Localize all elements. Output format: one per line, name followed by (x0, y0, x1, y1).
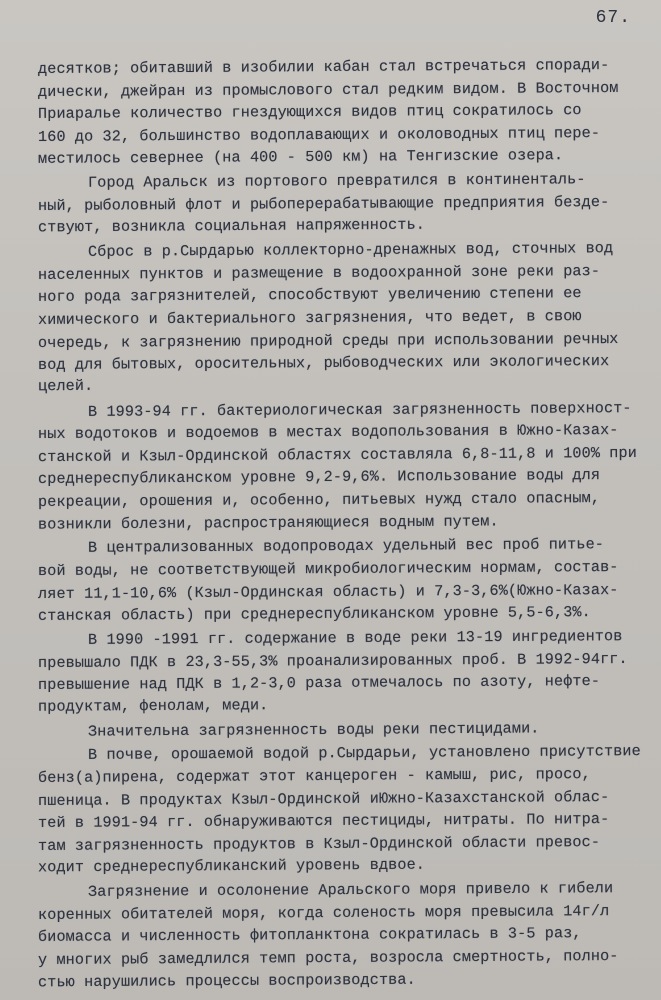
text-line: превышение над ПДК в 1,2-3,0 раза отмечалось по азоту, нефте- (37, 672, 601, 695)
text-line: местилось севернее (на 400 - 500 км) на Тенгизские озера. (37, 146, 564, 169)
text-line: вод для бытовых, оросительных, рыбоводческих или экологических (37, 352, 610, 375)
text-line: ных водотоков и водоемов в местах водопользования в Южно-Казах- (37, 421, 619, 444)
text-line: дически, джейран из промыслового стал редким видом. В Восточном (37, 78, 619, 101)
text-line: ный, рыболовный флот и рыбоперерабатывающие предприятия безде- (37, 192, 610, 215)
text-line: там загрязненность продуктов в Кзыл-Ординской области превос- (37, 832, 601, 855)
text-line: Сброс в р.Сырдарью коллекторно-дренажных вод, сточных вод (87, 239, 614, 262)
text-line: коренных обитателей моря, когда соленость моря превысила 14г/л (37, 901, 610, 924)
text-line: десятков; обитавший в изобилии кабан стал встречаться споради- (37, 56, 610, 78)
text-line: Значительна загрязненность воды реки пестицидами. (87, 719, 540, 741)
text-line: бенз(а)пирена, содержат этот канцероген - камыш, рис, просо, (37, 765, 591, 787)
text-line: населенных пунктов и размещение в водоохранной зоне реки раз- (37, 261, 601, 284)
page-number: 67. (595, 8, 631, 28)
text-line: тей в 1991-94 гг. обнаруживаются пестициды, нитраты. По нитра- (37, 810, 610, 833)
text-line: В почве, орошаемой водой р.Сырдарьи, установлено присутствие (87, 742, 641, 765)
text-line: ствуют, возникла социальная напряженность. (37, 216, 426, 237)
text-line: стью нарушились процессы воспроизводства. (37, 970, 416, 991)
text-line: станская область) при среднереспубликанском уровне 5,5-6,3%. (37, 603, 591, 626)
text-line: 160 до 32, большинство водоплавающих и околоводных птиц пере- (37, 123, 601, 146)
text-line: у многих рыб замедлился темп роста, возросла смертность, полно- (37, 946, 619, 970)
text-line: среднереспубликанском уровне 9,2-9,6%. Использование воды для (37, 466, 601, 489)
text-line: Город Аральск из портового превратился в континенталь- (87, 170, 586, 192)
text-line: В 1990 -1991 гг. содержание в воде реки 13-19 ингредиентов (87, 627, 623, 649)
text-line: вой воды, не соответствующей микробиологическим нормам, состав- (37, 557, 619, 581)
text-line: ходит среднереспубликанский уровень вдвое. (37, 856, 426, 877)
text-line: рекреации, орошения и, особенно, питьевых нужд стало опасным, (37, 489, 601, 511)
text-line: очередь, к загрязнению природной среды при использовании речных (37, 329, 619, 352)
text-line: биомасса и численность фитопланктона сократилась в 3-5 раз, (37, 924, 582, 947)
text-line: В 1993-94 гг. бактериологическая загрязненность поверхност- (87, 398, 632, 421)
text-line: возникли болезни, распространяющиеся водным путем. (37, 511, 499, 534)
text-line: химического и бактериального загрязнения, что ведет, в свою (37, 307, 582, 329)
text-line: пшеница. В продуктах Кзыл-Ординской иЮжно-Казахстанской облас- (37, 787, 610, 810)
text-line: Приаралье количество гнездующихся видов птиц сократилось со (37, 101, 582, 124)
text-line: станской и Кзыл-Ординской областях составляла 6,8-11,8 и 100% при (37, 443, 637, 466)
text-line: превышало ПДК в 23,3-55,3% проанализированных проб. В 1992-94гг. (37, 649, 628, 672)
text-line: В централизованных водопроводах удельный вес проб питье- (87, 535, 605, 558)
text-line: продуктам, фенолам, меди. (37, 695, 269, 716)
text-line: ляет 11,1-10,6% (Кзыл-Ординская область) и 7,3-3,6%(Южно-Казах- (37, 580, 619, 603)
text-line: Загрязнение и осолонение Аральского моря привело к гибели (87, 879, 614, 902)
text-line: ного рода загрязнителей, способствуют увеличению степени ее (37, 284, 582, 307)
text-line: целей. (37, 376, 94, 395)
